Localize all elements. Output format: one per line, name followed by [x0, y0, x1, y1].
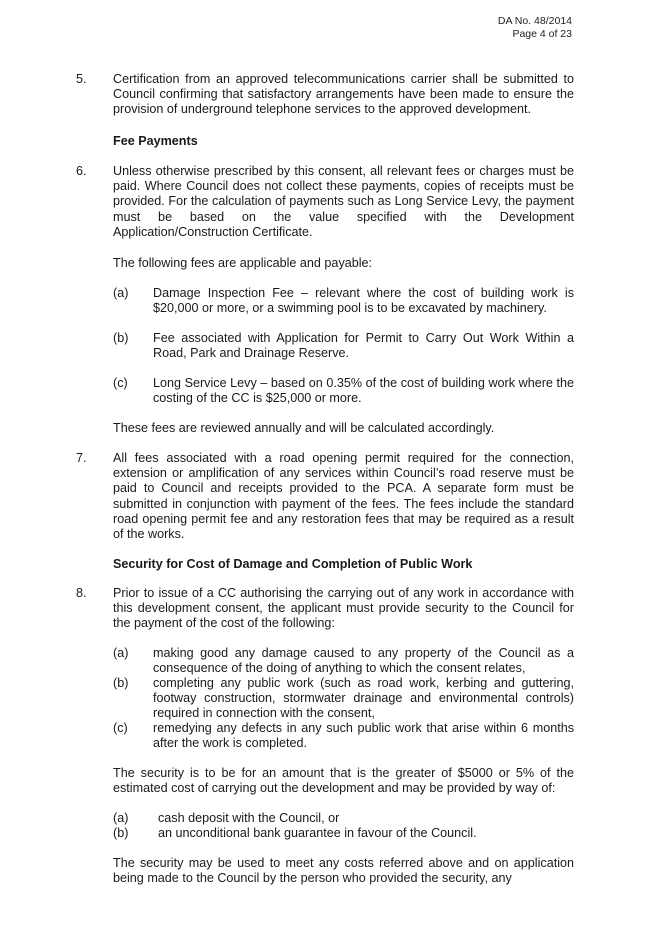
condition-6-number: 6. [76, 164, 87, 178]
fee-b-text: Fee associated with Application for Permit to Carry Out Work Within a Road, Park and Drainage Reserve. [153, 331, 574, 361]
fee-c-label: (c) [113, 376, 128, 390]
condition-7-text: All fees associated with a road opening permit required for the connection, extension or amplification of any services within Council’s road reserve must be paid to Council and receipts provided to the PCA. A separate form must be submitted in conjunction with payment of the fees. The fees include the standard road opening permit fee and any restoration fees that may be required as a result of the works. [113, 451, 574, 542]
fee-b-label: (b) [113, 331, 129, 345]
security-a-text: making good any damage caused to any property of the Council as a consequence of the doing of anything to which the consent relates, [153, 646, 574, 676]
security-c-label: (c) [113, 721, 128, 735]
fee-a-label: (a) [113, 286, 129, 300]
security-heading: Security for Cost of Damage and Completion of Public Work [113, 557, 473, 571]
way-b-label: (b) [113, 826, 129, 840]
condition-6-closing: These fees are reviewed annually and will be calculated accordingly. [113, 421, 495, 435]
way-a-text: cash deposit with the Council, or [158, 811, 340, 825]
security-b-label: (b) [113, 676, 129, 690]
condition-7-number: 7. [76, 451, 87, 465]
condition-5-text: Certification from an approved telecommunications carrier shall be submitted to Council confirming that satisfactory arrangements have been made to ensure the provision of underground telephone services to the approved development. [113, 72, 574, 117]
fee-a-text: Damage Inspection Fee – relevant where the cost of building work is $20,000 or more, or a swimming pool is to be excavated by machinery. [153, 286, 574, 316]
page-number: Page 4 of 23 [512, 27, 572, 40]
condition-8-text: Prior to issue of a CC authorising the carrying out of any work in accordance with this development consent, the applicant must provide security to the Council for the payment of the cost of the following: [113, 586, 574, 631]
page-header [498, 15, 572, 40]
da-number: DA No. 48/2014 [497, 15, 572, 27]
security-final-text: The security may be used to meet any costs referred above and on application being made to the Council by the person who provided the security, any [113, 856, 574, 886]
fee-payments-heading: Fee Payments [113, 134, 198, 148]
security-amount-text: The security is to be for an amount that is the greater of $5000 or 5% of the estimated cost of carrying out the development and may be provided by way of: [113, 766, 574, 796]
security-a-label: (a) [113, 646, 129, 660]
condition-8-number: 8. [76, 586, 87, 600]
security-b-text: completing any public work (such as road work, kerbing and guttering, footway construction, stormwater drainage and environmental controls) required in connection with the consent, [153, 676, 574, 721]
security-c-text: remedying any defects in any such public work that arise within 6 months after the work is completed. [153, 721, 574, 751]
condition-6-intro: The following fees are applicable and payable: [113, 256, 373, 270]
fee-c-text: Long Service Levy – based on 0.35% of the cost of building work where the costing of the CC is $25,000 or more. [153, 376, 574, 406]
way-a-label: (a) [113, 811, 129, 825]
condition-6-text: Unless otherwise prescribed by this consent, all relevant fees or charges must be paid. Where Council does not collect these payments, copies of receipts must be provided. For the calculation of payments such as Long Service Levy, the payment must be based on the value specified with the Development Application/Construction Certificate. [113, 164, 574, 239]
condition-5-number: 5. [76, 72, 87, 86]
way-b-text: an unconditional bank guarantee in favour of the Council. [158, 826, 477, 840]
